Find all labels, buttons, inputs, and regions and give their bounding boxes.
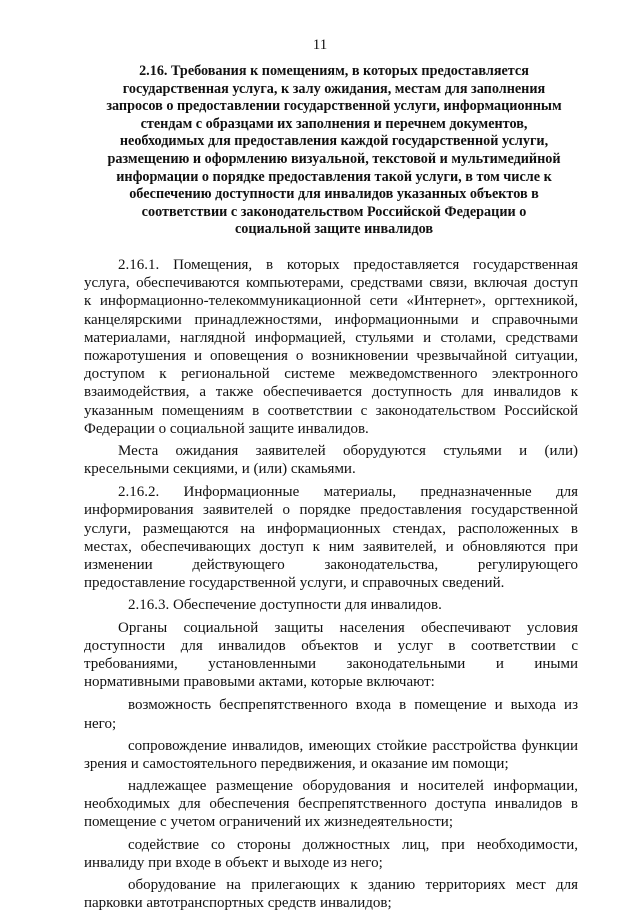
- text-line: 2.16.1. Помещения, в которых предоставляется государственная: [118, 257, 578, 273]
- heading-line: соответствии с законодательством Российской Федерации о: [141, 203, 527, 220]
- text-line: содействие со стороны должностных лиц, при необходимости,: [128, 836, 578, 853]
- text-line: парковки автотранспортных средств инвалидов;: [84, 895, 392, 912]
- text-line: Органы социальной защиты населения обеспечивают условия: [118, 619, 578, 636]
- text-line: требованиями, установленными законодательными и иными: [84, 655, 578, 672]
- text-line: предоставление государственной услуги, и справочных сведений.: [84, 575, 505, 592]
- text-line: указанным помещениям в соответствии с законодательством Российской: [84, 402, 578, 419]
- section-heading: [84, 63, 584, 239]
- heading-line: стендам с образцами их заполнения и перечнем документов,: [140, 115, 528, 132]
- paragraph: [84, 442, 578, 478]
- paragraph: [84, 696, 578, 732]
- text-line: 2.16.2. Информационные материалы, предназначенные для: [118, 484, 578, 501]
- heading-line: государственная услуга, к залу ожидания, местам для заполнения: [122, 80, 546, 97]
- page-number: 11: [312, 37, 328, 53]
- paragraph: [84, 596, 578, 614]
- heading-line: обеспечению доступности для инвалидов указанных объектов в: [129, 186, 539, 203]
- text-line: Места ожидания заявителей оборудуются стульями и (или): [118, 442, 578, 459]
- paragraph: [84, 876, 578, 912]
- heading-line: социальной защите инвалидов: [234, 221, 434, 238]
- text-line: местах, обеспечивающих доступ к ним заявителей, и обновляются при: [84, 538, 578, 555]
- paragraph: [84, 836, 578, 872]
- text-line: 2.16.3. Обеспечение доступности для инвалидов.: [128, 597, 442, 614]
- text-line: кресельными секциями, и (или) скамьями.: [84, 461, 356, 478]
- text-line: к информационно-телекоммуникационной сети «Интернет», оргтехникой,: [84, 293, 578, 310]
- paragraph: [84, 483, 578, 592]
- text-line: пожаротушения и оповещения о возникновении чрезвычайной ситуации,: [84, 347, 578, 364]
- heading-line: информации о порядке предоставления такой услуги, в том числе к: [116, 168, 552, 185]
- text-line: канцелярскими принадлежностями, информационными и справочными: [84, 311, 578, 328]
- text-line: помещение с учетом ограничений их жизнедеятельности;: [84, 814, 454, 831]
- heading-line: 2.16. Требования к помещениям, в которых предоставляется: [139, 63, 529, 79]
- text-line: Федерации о социальной защите инвалидов.: [84, 420, 369, 437]
- text-line: услуги, размещаются на информационных стендах, расположенных в: [84, 520, 578, 537]
- text-line: услуга, обеспечиваются компьютерами, средствами связи, включая доступ: [84, 275, 578, 292]
- text-line: необходимых для обеспечения беспрепятственного доступа инвалидов в: [84, 796, 578, 813]
- paragraph: [84, 737, 578, 773]
- paragraph: [84, 256, 578, 438]
- section-body: [84, 256, 578, 912]
- text-line: взаимодействия, а также обеспечивается доступность для инвалидов к: [84, 384, 578, 401]
- text-line: оборудование на прилегающих к зданию территориях мест для: [128, 877, 578, 893]
- text-line: материалами, наглядной информацией, стульями и столами, средствами: [84, 329, 578, 346]
- text-line: возможность беспрепятственного входа в помещение и выхода из: [128, 697, 578, 714]
- text-line: сопровождение инвалидов, имеющих стойкие расстройства функции: [128, 737, 578, 754]
- text-line: надлежащее размещение оборудования и носителей информации,: [128, 778, 578, 795]
- paragraph: [84, 777, 578, 832]
- text-line: инвалиду при входе в объект и выходе из него;: [84, 854, 383, 871]
- text-line: него;: [84, 715, 117, 732]
- text-line: доступом к региональной системе межведомственного электронного: [84, 366, 578, 383]
- text-line: нормативными правовыми актами, которые включают:: [84, 674, 435, 691]
- heading-line: необходимых для предоставления каждой государственной услуги,: [119, 133, 549, 150]
- heading-line: размещению и оформлению визуальной, текстовой и мультимедийной: [107, 150, 561, 167]
- text-line: доступности для инвалидов объектов и услуг в соответствии с: [84, 637, 578, 654]
- heading-line: запросов о предоставлении государственной услуги, информационным: [106, 98, 562, 115]
- text-line: изменении действующего законодательства, регулирующего: [84, 557, 578, 573]
- text-line: зрения и самостоятельного передвижения, и оказание им помощи;: [84, 755, 509, 772]
- paragraph: [84, 619, 578, 692]
- text-line: информирования заявителей о порядке предоставления государственной: [84, 502, 578, 519]
